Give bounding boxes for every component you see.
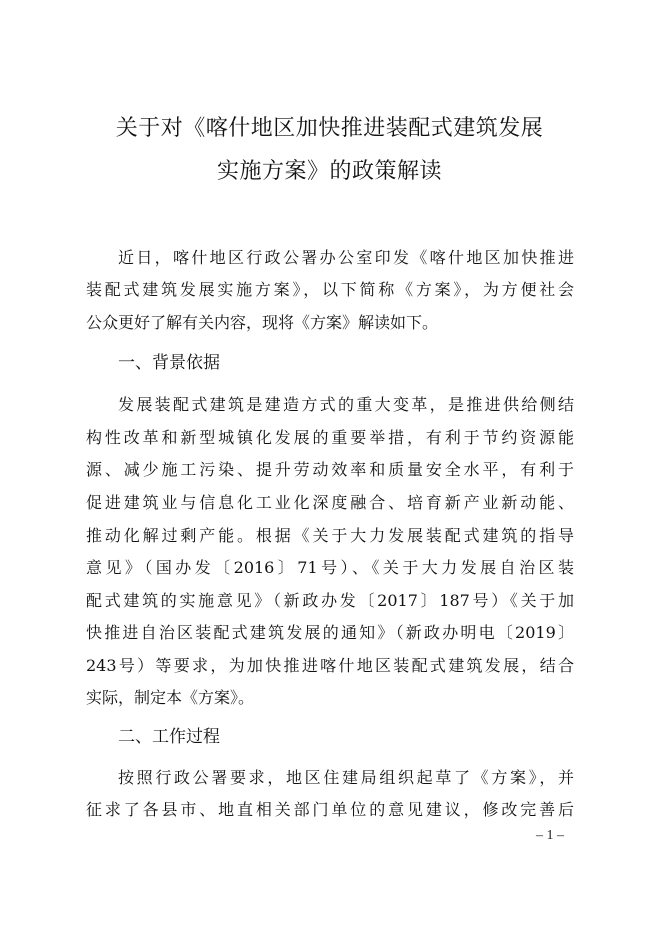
intro-paragraph-line: 装配式建筑发展实施方案》，以下简称《方案》，为方便社会 [86, 280, 574, 299]
section1-paragraph-line: 配式建筑的实施意见》（新政办发〔2017〕187号）《关于加 [86, 591, 574, 610]
section1-paragraph-line: 源、减少施工污染、提升劳动效率和质量安全水平，有利于 [86, 460, 574, 479]
intro-paragraph-line: 公众更好了解有关内容，现将《方案》解读如下。 [86, 313, 439, 332]
section-heading-background: 一、背景依据 [118, 353, 220, 373]
section1-paragraph-line: 意见》（国办发〔2016〕71号）、《关于大力发展自治区装 [86, 558, 574, 577]
document-title-line-1: 关于对《喀什地区加快推进装配式建筑发展 [115, 116, 544, 141]
section1-paragraph-line: 促进建筑业与信息化工业化深度融合、培育新产业新动能、 [86, 493, 574, 512]
section1-paragraph-line: 实际，制定本《方案》。 [86, 688, 255, 707]
section1-paragraph-line: 推动化解过剩产能。根据《关于大力发展装配式建筑的指导 [86, 526, 574, 545]
section2-paragraph-line: 征求了各县市、地直相关部门单位的意见建议，修改完善后 [86, 800, 574, 819]
section1-paragraph-line: 243号）等要求，为加快推进喀什地区装配式建筑发展，结合 [86, 656, 574, 675]
document-title-line-2: 实施方案》的政策解读 [216, 159, 442, 184]
section1-paragraph-line: 发展装配式建筑是建造方式的重大变革，是推进供给侧结 [118, 395, 574, 414]
section-heading-work-process: 二、工作过程 [118, 727, 220, 747]
intro-paragraph-line: 近日，喀什地区行政公署办公室印发《喀什地区加快推进 [118, 248, 574, 267]
page-number: – 1 – [536, 828, 564, 843]
section1-paragraph-line: 快推进自治区装配式建筑发展的通知》（新政办明电〔2019〕 [86, 623, 574, 642]
section2-paragraph-line: 按照行政公署要求，地区住建局组织起草了《方案》，并 [118, 768, 574, 787]
section1-paragraph-line: 构性改革和新型城镇化发展的重要举措，有利于节约资源能 [86, 428, 574, 447]
